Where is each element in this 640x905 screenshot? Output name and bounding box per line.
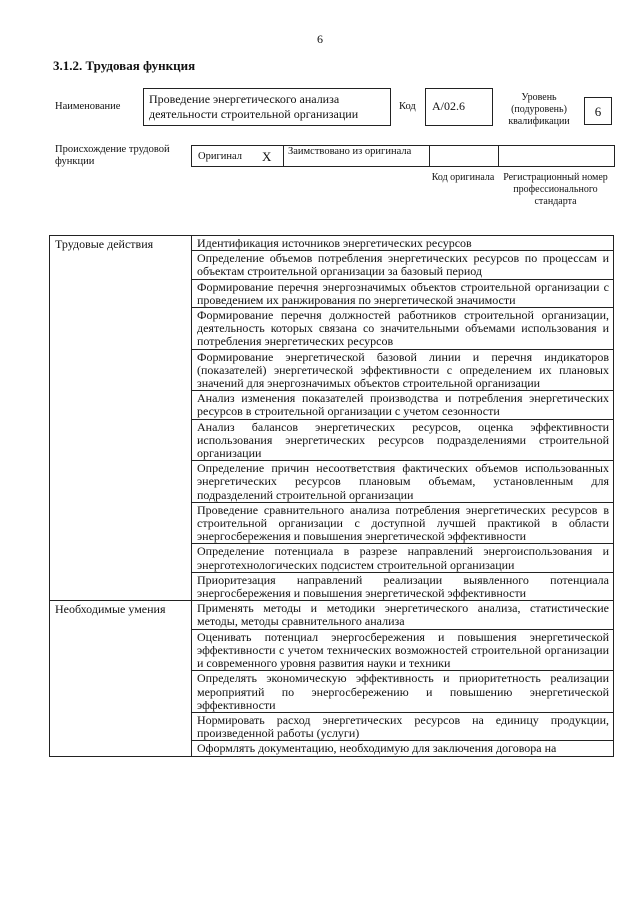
original-mark: X [262, 149, 272, 164]
qualification-level-field: 6 [584, 97, 612, 125]
category-cell: Трудовые действия [50, 236, 192, 601]
table-row [50, 601, 614, 629]
function-code-field: A/02.6 [425, 88, 493, 126]
page-number: 6 [317, 32, 323, 46]
original-label: Оригинал [198, 151, 242, 162]
original-code-caption: Код оригинала [431, 172, 495, 183]
item-cell: Анализ изменения показателей производства и потребления энергетических ресурсов в строительной организации с учетом сезонности [192, 391, 614, 419]
item-cell: Формирование перечня энергозначимых объектов строительной организации с проведением их ранжирования по энергетической значимости [192, 279, 614, 307]
item-cell: Оформлять документацию, необходимую для заключения договора на [192, 741, 614, 756]
item-cell: Определение причин несоответствия фактических объемов использованных энергетических ресурсов плановым объемам, установленным для подразделений строительной организации [192, 461, 614, 503]
item-cell: Применять методы и методики энергетического анализа, статистические методы, методы сравнительного анализа [192, 601, 614, 629]
registration-number-cell [499, 146, 614, 166]
item-cell: Проведение сравнительного анализа потребления энергетических ресурсов в строительной организации с доступной лучшей практикой в области энергосбережения и повышения энергетической эффективности [192, 502, 614, 544]
origin-label: Происхождение трудовой функции [55, 144, 170, 167]
category-cell: Необходимые умения [50, 601, 192, 756]
item-cell: Определение потенциала в разрезе направлений энергоиспользования и энерготехнологических подсистем строительной организации [192, 544, 614, 572]
original-code-cell [430, 146, 499, 166]
function-details-table [49, 235, 614, 757]
item-cell: Анализ балансов энергетических ресурсов, оценка эффективности использования энергетических ресурсов подразделениями строительной организации [192, 419, 614, 461]
function-name-field: Проведение энергетического анализа деятельности строительной организации [143, 88, 391, 126]
item-cell: Определять экономическую эффективность и приоритетность реализации мероприятий по энергосбережению и повышению энергетической эффективности [192, 671, 614, 713]
code-label: Код [399, 101, 416, 112]
name-label: Наименование [55, 101, 121, 112]
item-cell: Оценивать потенциал энергосбережения и повышения энергетической эффективности с учетом технических возможностей строительной организации и современного уровня развития науки и техники [192, 629, 614, 671]
item-cell: Формирование энергетической базовой линии и перечня индикаторов (показателей) энергетической эффективности с определением их плановых значений для энергозначимых объектов строительной организации [192, 349, 614, 391]
section-title: 3.1.2. Трудовая функция [53, 58, 196, 73]
item-cell: Формирование перечня должностей работников строительной организации, деятельность которых связана со значительными объемами использования и потребления энергетических ресурсов [192, 308, 614, 350]
original-cell [192, 146, 284, 166]
table-row [50, 236, 614, 251]
item-cell: Приоритезация направлений реализации выявленного потенциала энергосбережения и повышения энергетической эффективности [192, 572, 614, 600]
item-cell: Определение объемов потребления энергетических ресурсов по процессам и объектам строительной организации за базовый период [192, 251, 614, 279]
registration-number-caption: Регистрационный номер профессионального стандарта [503, 172, 608, 207]
borrowed-cell: Заимствовано из оригинала [284, 146, 430, 166]
qualification-level-label: Уровень (подуровень) квалификации [508, 92, 570, 127]
item-cell: Нормировать расход энергетических ресурсов на единицу продукции, произведенной работы (услуги) [192, 712, 614, 740]
item-cell: Идентификация источников энергетических ресурсов [192, 236, 614, 251]
origin-table [191, 145, 615, 167]
